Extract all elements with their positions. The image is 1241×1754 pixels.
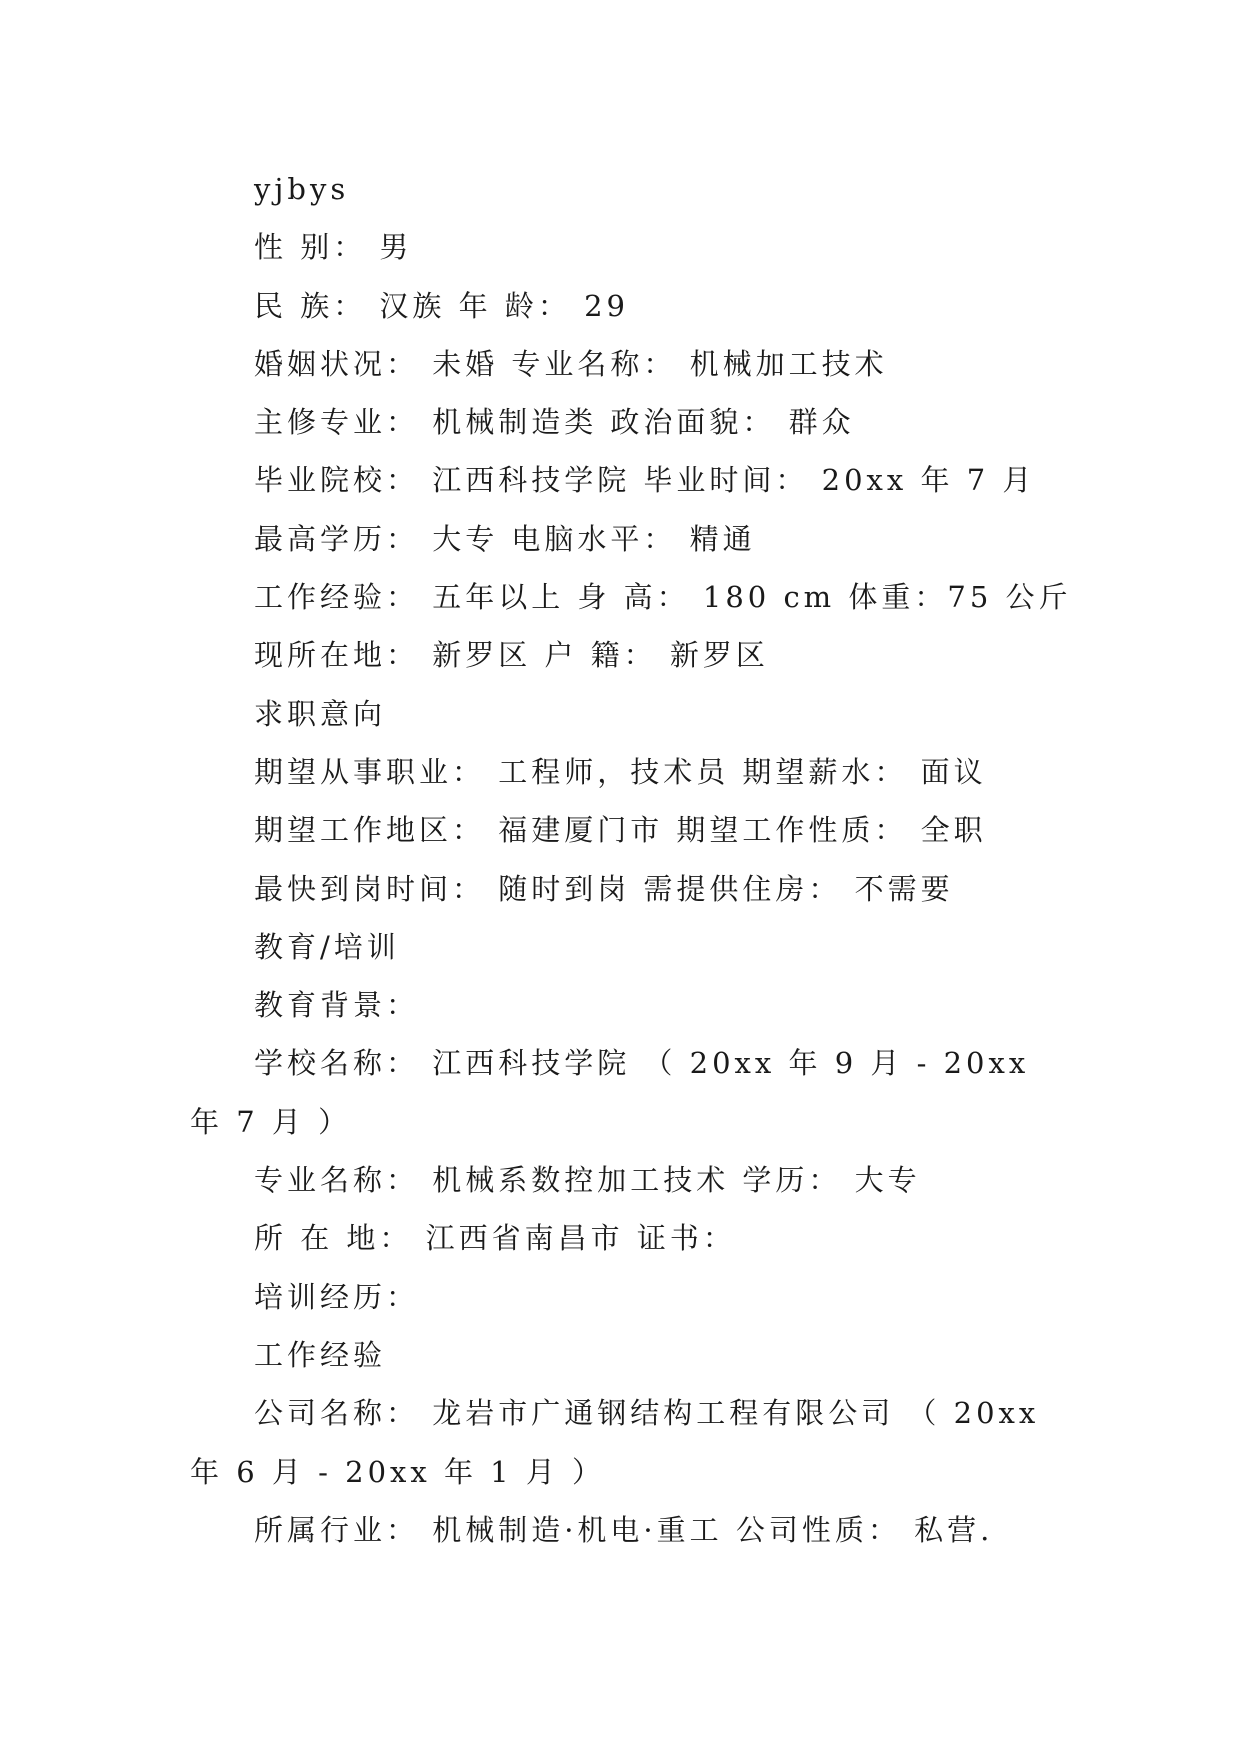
marital-major-line: 婚姻状况： 未婚 专业名称： 机械加工技术 <box>254 346 888 381</box>
desired-region-type-line: 期望工作地区： 福建厦门市 期望工作性质： 全职 <box>254 813 987 848</box>
document-body <box>190 160 1070 1559</box>
experience-height-weight-line: 工作经验： 五年以上 身 高： 180 cm 体重：75 公斤 <box>254 580 1072 615</box>
ethnicity-age-line: 民 族： 汉族 年 龄： 29 <box>254 288 629 323</box>
company-name-period-line: 公司名称： 龙岩市广通钢结构工程有限公司 （ 20xx 年 6 月 - 20xx 年 1 月 ） <box>190 1396 1040 1489</box>
section-heading-work-experience: 工作经验 <box>254 1337 387 1372</box>
main-major-politics-line: 主修专业： 机械制造类 政治面貌： 群众 <box>254 405 855 440</box>
school-graduation-line: 毕业院校： 江西科技学院 毕业时间： 20xx 年 7 月 <box>254 463 1036 498</box>
section-heading-job-intention: 求职意向 <box>254 696 387 731</box>
location-hukou-line: 现所在地： 新罗区 户 籍： 新罗区 <box>254 638 769 673</box>
watermark-text: yjbys <box>254 172 350 206</box>
availability-housing-line: 最快到岗时间： 随时到岗 需提供住房： 不需要 <box>254 871 954 906</box>
education-background-label: 教育背景： <box>254 988 420 1023</box>
section-heading-education-training: 教育/培训 <box>254 929 400 964</box>
school-location-certificate-line: 所 在 地： 江西省南昌市 证书： <box>254 1221 736 1256</box>
major-degree-line: 专业名称： 机械系数控加工技术 学历： 大专 <box>254 1163 921 1198</box>
education-computer-line: 最高学历： 大专 电脑水平： 精通 <box>254 521 756 556</box>
desired-job-salary-line: 期望从事职业： 工程师，技术员 期望薪水： 面议 <box>254 754 987 789</box>
gender-line: 性 别： 男 <box>254 230 413 265</box>
training-history-label: 培训经历： <box>254 1279 420 1314</box>
industry-company-type-line: 所属行业： 机械制造·机电·重工 公司性质： 私营. <box>254 1512 994 1547</box>
school-name-period-line: 学校名称： 江西科技学院 （ 20xx 年 9 月 - 20xx 年 7 月 ） <box>190 1046 1030 1139</box>
